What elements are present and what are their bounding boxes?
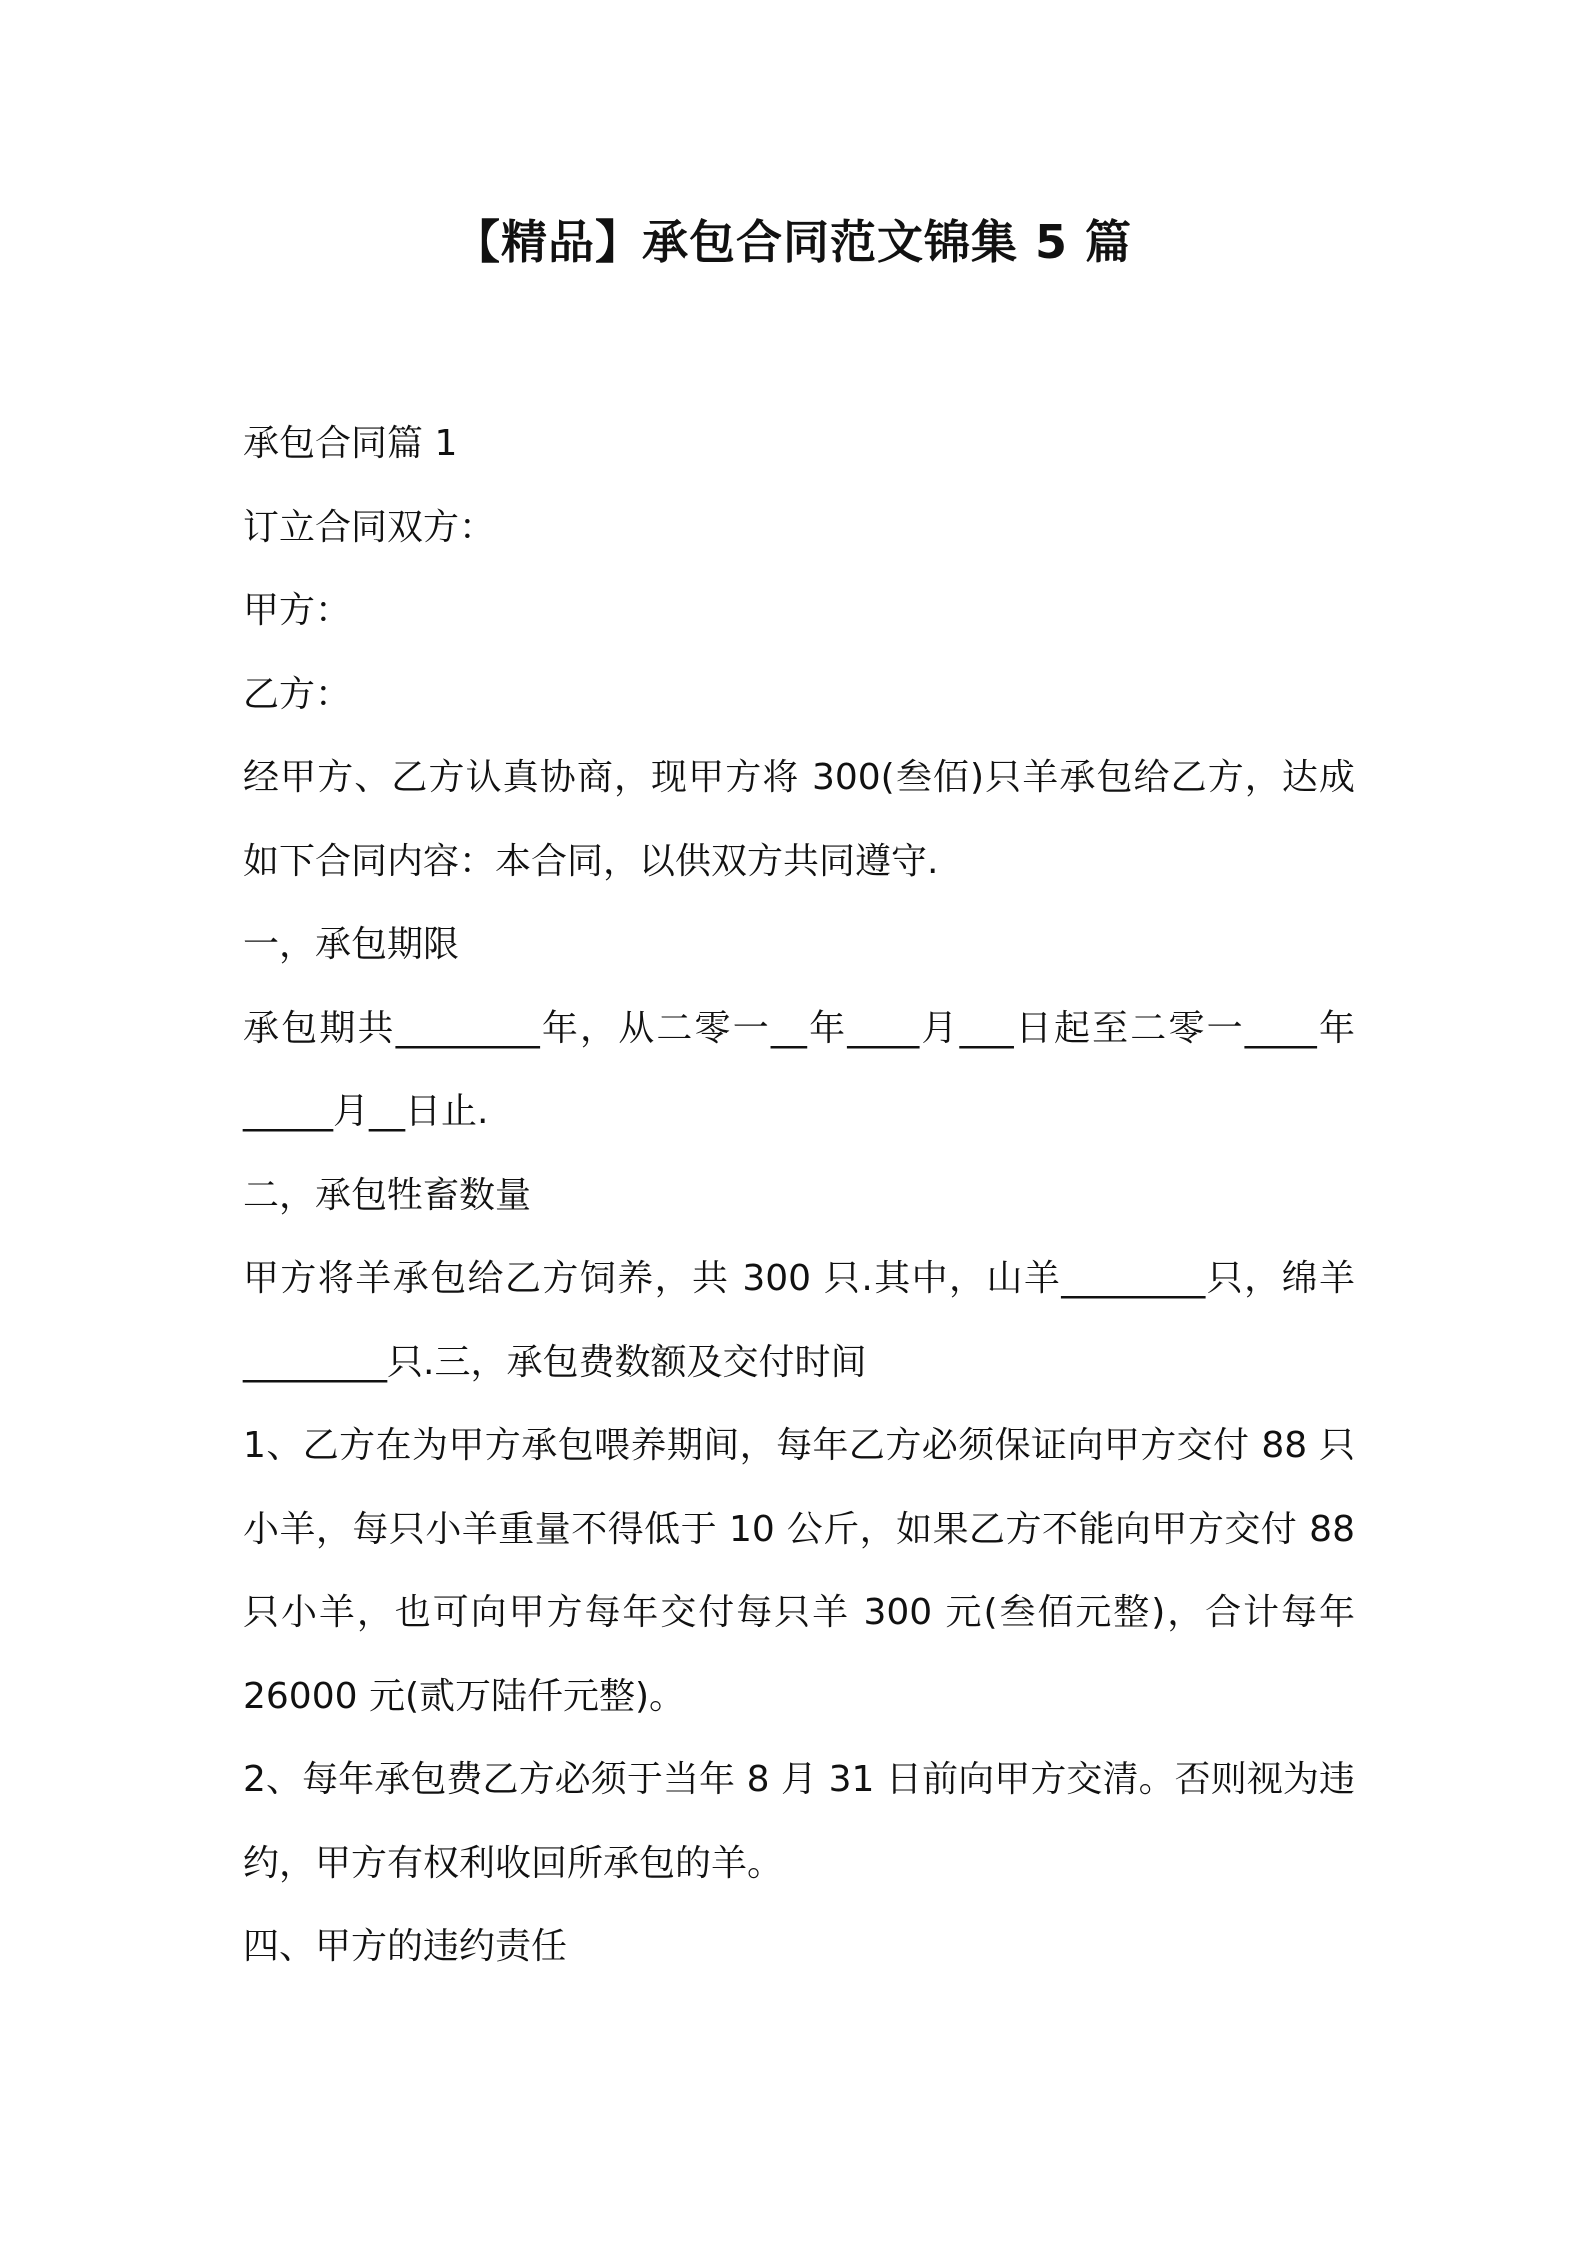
clause-heading: 四、甲方的违约责任 — [243, 1926, 568, 1967]
party-a-line: 甲方： — [243, 590, 352, 631]
clause-heading: 一，承包期限 — [243, 924, 460, 965]
paragraph: 经甲方、乙方认真协商，现甲方将 300(叁佰)只羊承包给乙方，达成如下合同内容：本合同，以供双方共同遵守. — [243, 757, 1355, 882]
document-body — [243, 402, 1355, 1989]
paragraph: 甲方将羊承包给乙方饲养，共 300 只.其中，山羊________只，绵羊________只.三，承包费数额及交付时间 — [243, 1258, 1355, 1383]
clause-heading: 二，承包牲畜数量 — [243, 1174, 532, 1216]
section-heading: 承包合同篇 1 — [243, 423, 458, 464]
party-b-line: 乙方： — [243, 673, 352, 715]
paragraph: 2、每年承包费乙方必须于当年 8 月 31 日前向甲方交清。否则视为违约，甲方有权利收回所承包的羊。 — [243, 1759, 1355, 1884]
document-title: 【精品】承包合同范文锦集 5 篇 — [453, 215, 1133, 269]
paragraph: 承包期共________年，从二零一__年____月___日起至二零一____年_____月__日止. — [243, 1007, 1355, 1132]
paragraph: 订立合同双方： — [243, 506, 496, 548]
paragraph: 1、乙方在为甲方承包喂养期间，每年乙方必须保证向甲方交付 88 只小羊，每只小羊重量不得低于 10 公斤，如果乙方不能向甲方交付 88 只小羊，也可向甲方每年交付每只羊 300 元(叁佰元整)，合计每年 26000 元(贰万陆仟元整)。 — [243, 1425, 1355, 1717]
